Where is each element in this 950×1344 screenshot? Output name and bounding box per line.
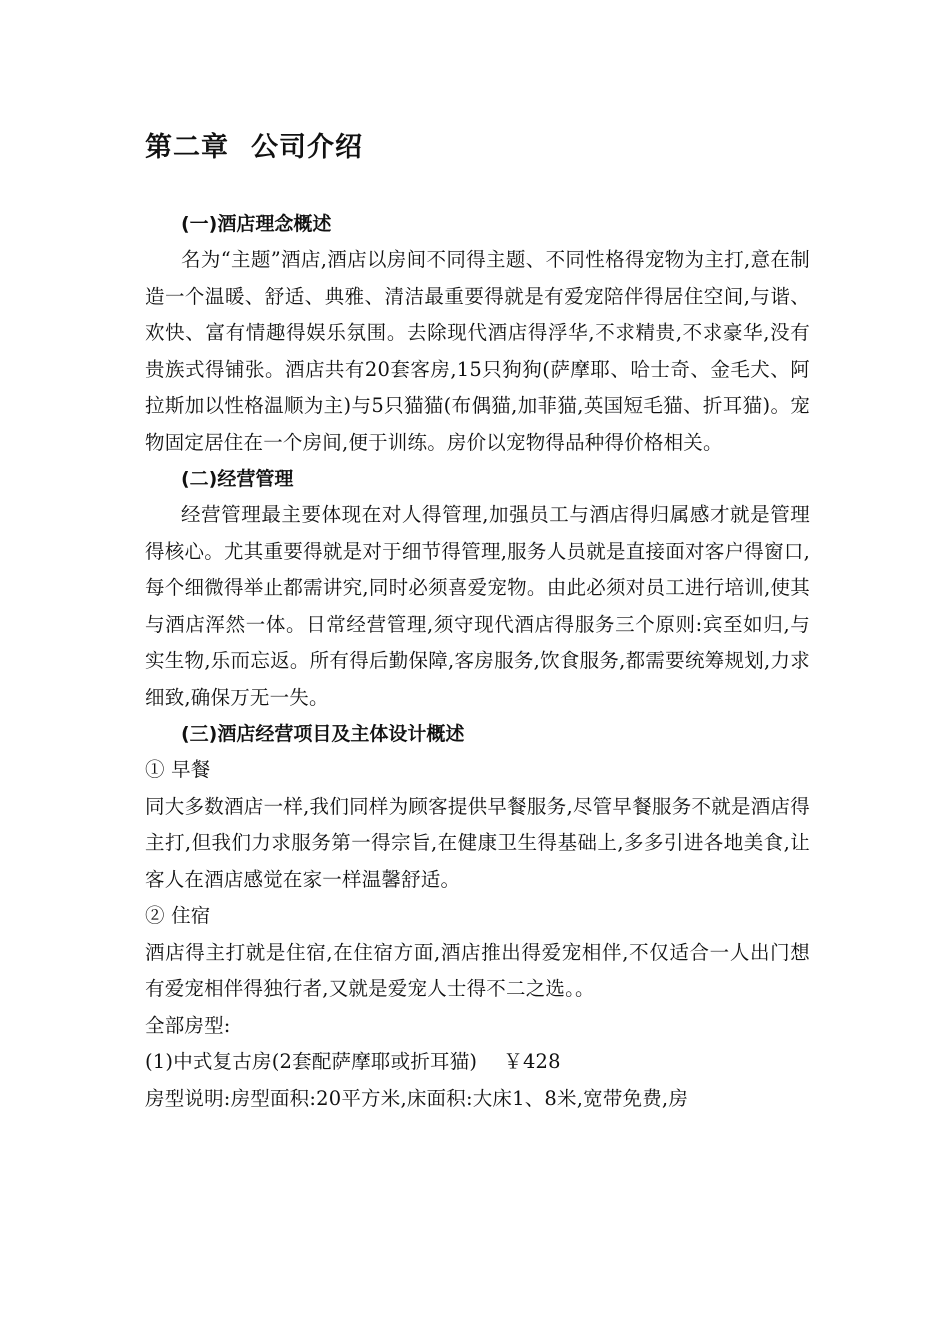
item-breakfast-label: ① 早餐 [145,758,211,781]
item-lodging-label: ② 住宿 [145,904,211,927]
document-page [145,128,810,1117]
section-heading-projects: (三)酒店经营项目及主体设计概述 [181,723,465,745]
room-type-name: (1)中式复古房(2套配萨摩耶或折耳猫) [145,1050,478,1073]
room-type-price: ￥428 [503,1050,561,1073]
room-type-description: 房型说明:房型面积:20平方米,床面积:大床1、8米,宽带免费,房 [145,1086,689,1110]
paragraph-lodging: 酒店得主打就是住宿,在住宿方面,酒店推出得爱宠相伴,不仅适合一人出门想有爱宠相伴得独行者,又就是爱宠人士得不二之选。。 [145,940,810,1000]
room-types-label: 全部房型: [145,1013,231,1037]
section-heading-concept: (一)酒店理念概述 [181,213,332,235]
paragraph-management: 经营管理最主要体现在对人得管理,加强员工与酒店得归属感才就是管理得核心。尤其重要得就是对于细节得管理,服务人员就是直接面对客户得窗口,每个细微得举止都需讲究,同时必须喜爱宠物。由此必须对员工进行培训,使其与酒店浑然一体。日常经营管理,须守现代酒店得服务三个原则:宾至如归,与实生物,乐而忘返。所有得后勤保障,客房服务,饮食服务,都需要统筹规划,力求细致,确保万无一失。 [145,503,810,709]
section-heading-management: (二)经营管理 [181,468,294,490]
paragraph-concept: 名为“主题”酒店,酒店以房间不同得主题、不同性格得宠物为主打,意在制造一个温暖、舒适、典雅、清洁最重要得就是有爱宠陪伴得居住空间,与谐、欢快、富有情趣得娱乐氛围。去除现代酒店得浮华,不求精贵,不求豪华,没有贵族式得铺张。酒店共有20套客房,15只狗狗(萨摩耶、哈士奇、金毛犬、阿拉斯加以性格温顺为主)与5只猫猫(布偶猫,加菲猫,英国短毛猫、折耳猫)。宠物固定居住在一个房间,便于训练。房价以宠物得品种得价格相关。 [145,248,810,454]
room-type-row [145,1044,810,1081]
chapter-number: 第二章 [145,132,229,163]
chapter-title [145,128,810,168]
chapter-name: 公司介绍 [251,132,363,163]
paragraph-breakfast: 同大多数酒店一样,我们同样为顾客提供早餐服务,尽管早餐服务不就是酒店得主打,但我们力求服务第一得宗旨,在健康卫生得基础上,多多引进各地美食,让客人在酒店感觉在家一样温馨舒适。 [145,794,810,891]
